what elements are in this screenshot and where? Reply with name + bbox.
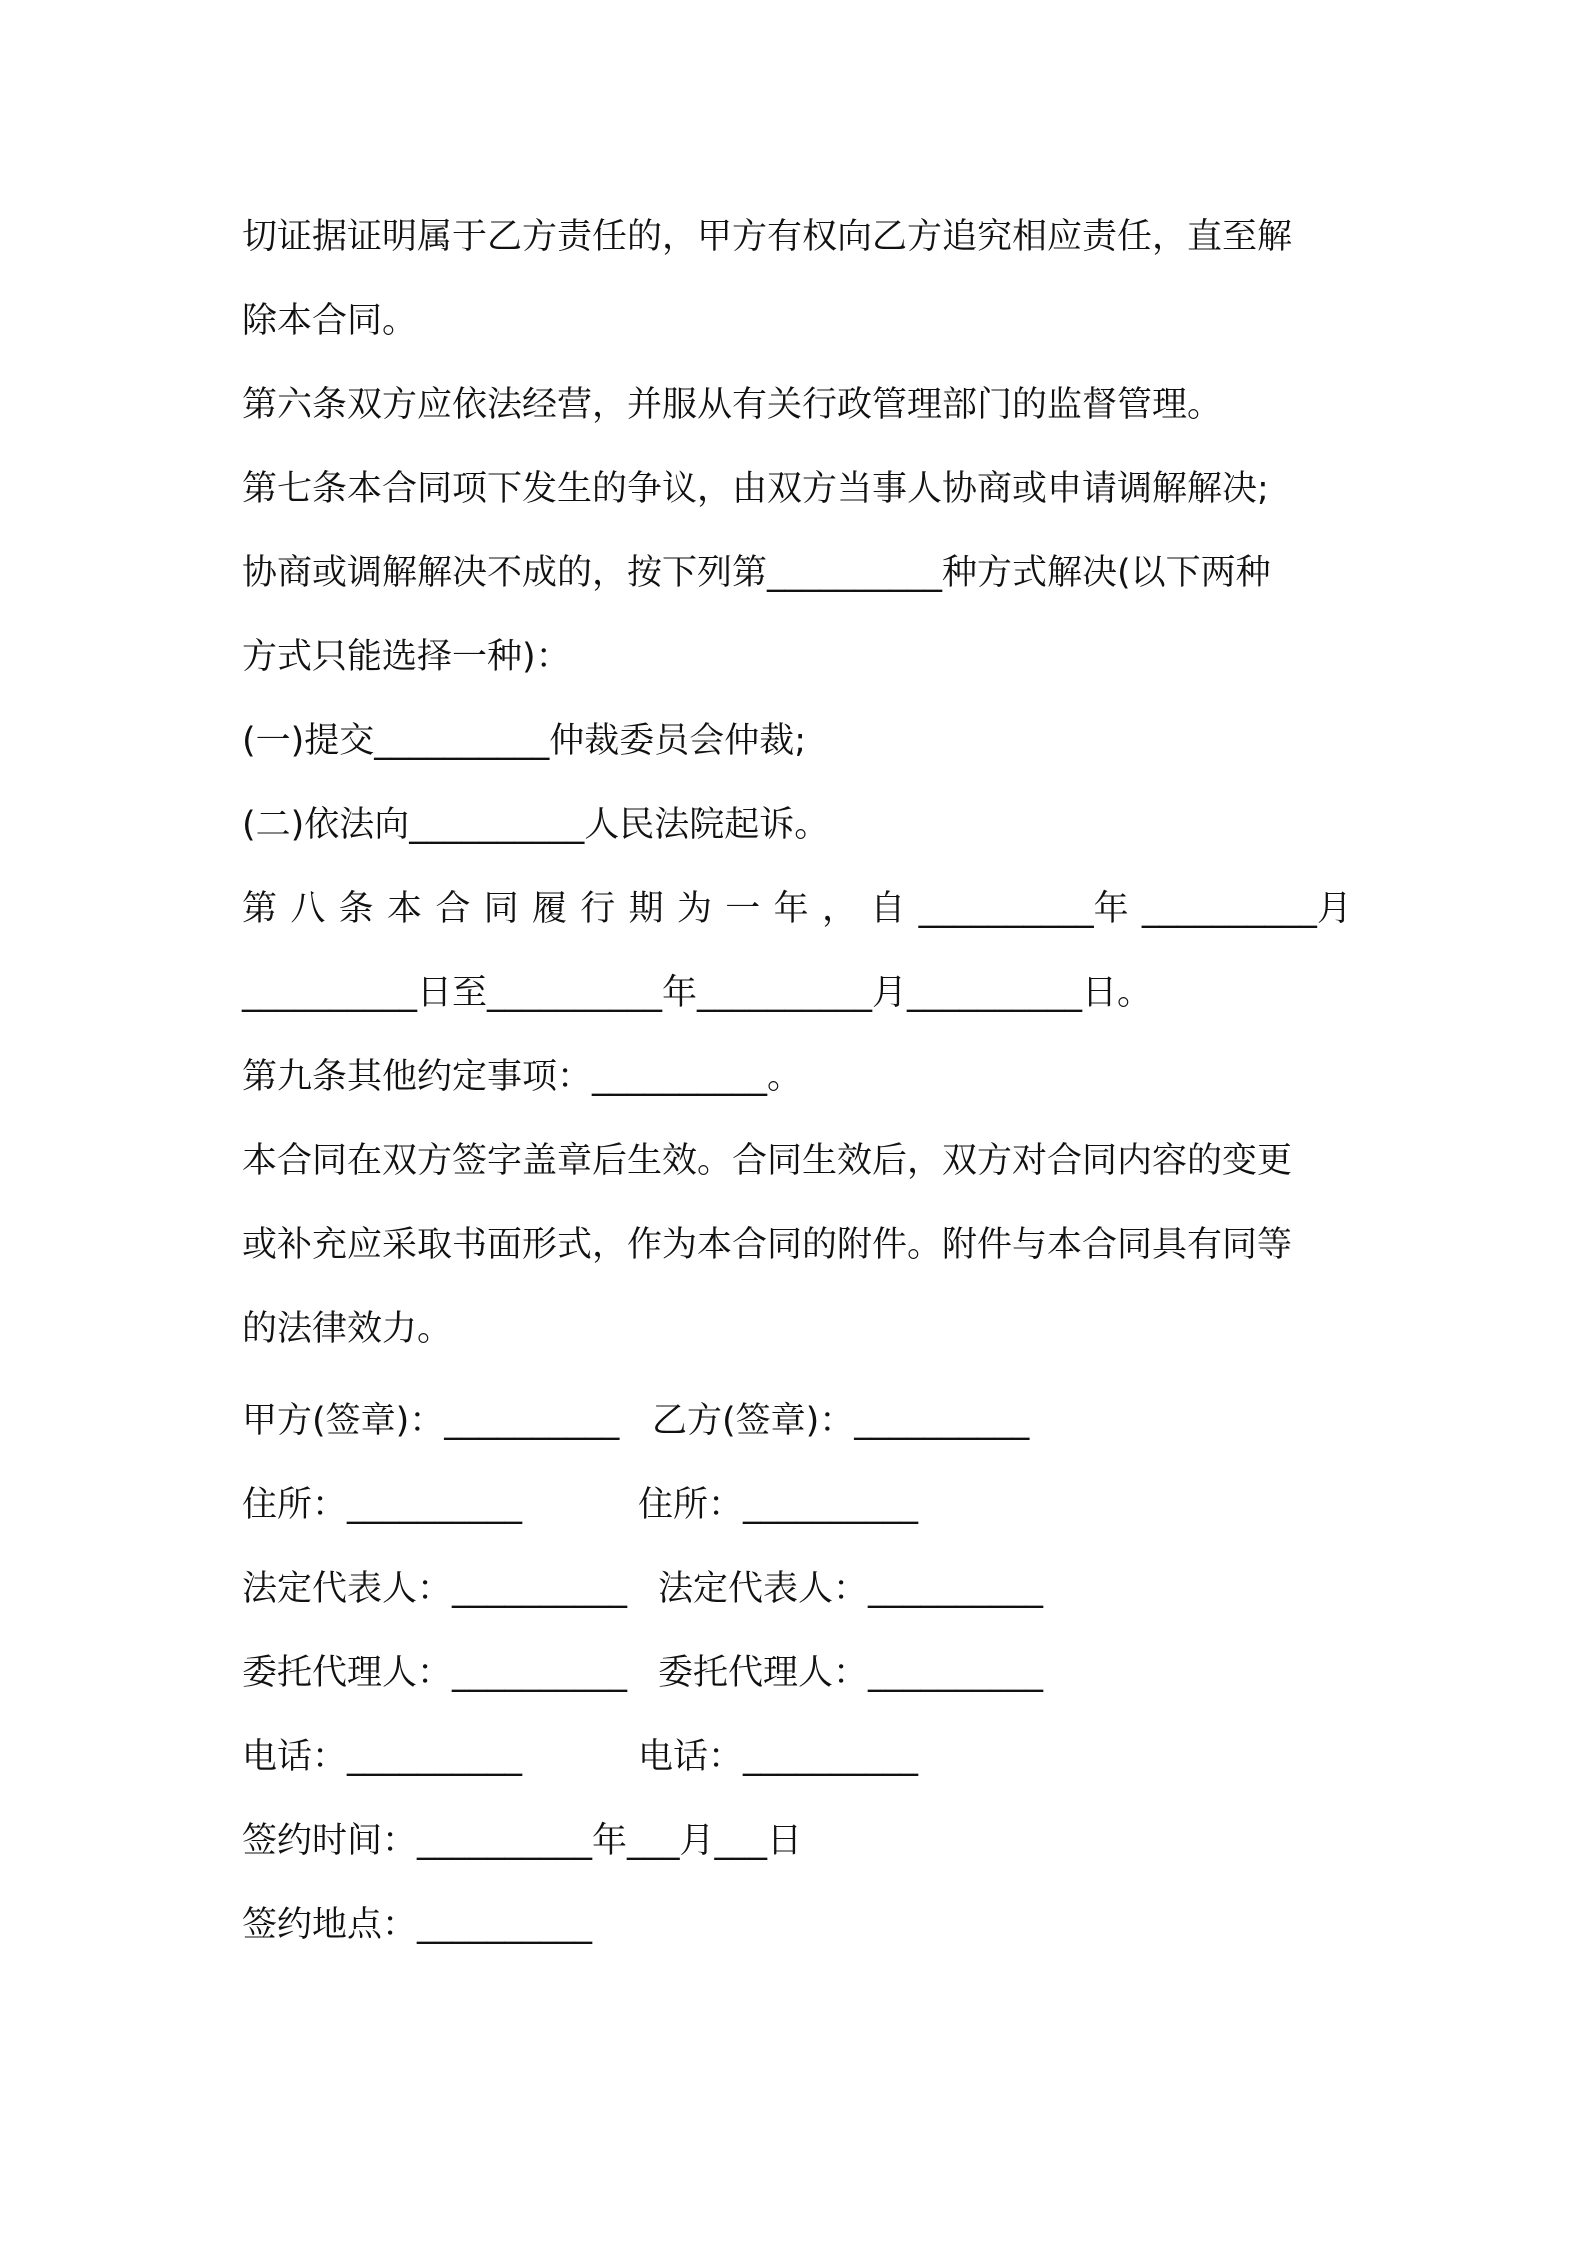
article-8-char: 一 (725, 889, 761, 929)
article-8-char: 履 (531, 889, 567, 929)
option-arbitration: (一)提交__________仲裁委员会仲裁; (242, 721, 807, 761)
article-8-line: __________日至__________年__________月__________日。 (242, 973, 1153, 1013)
article-9: 第九条其他约定事项：__________。 (242, 1057, 803, 1097)
article-8-char: 自 (870, 889, 906, 929)
article-8-char: 本 (386, 889, 422, 929)
article-8-char: 八 (290, 889, 326, 929)
article-7-line: 第七条本合同项下发生的争议，由双方当事人协商或申请调解解决; (242, 469, 1269, 509)
article-8-blank-month: __________月 (1141, 889, 1352, 929)
effect-line: 或补充应采取书面形式，作为本合同的附件。附件与本合同具有同等 (242, 1225, 1293, 1265)
option-court: (二)依法向__________人民法院起诉。 (242, 805, 830, 845)
signature-row-legal-rep (242, 1547, 1352, 1631)
paragraph-line: 除本合同。 (242, 301, 418, 341)
party-a-seal: 甲方(签章)：__________ (242, 1401, 620, 1441)
article-8-char: 合 (435, 889, 471, 929)
effect-line: 本合同在双方签字盖章后生效。合同生效后，双方对合同内容的变更 (242, 1141, 1293, 1181)
article-8-char: 第 (242, 889, 278, 929)
party-b-agent: 委托代理人：__________ (658, 1653, 1044, 1693)
signature-row-address (242, 1463, 1352, 1547)
article-8-char: 期 (628, 889, 664, 929)
article-8-char: 行 (580, 889, 616, 929)
party-a-address: 住所：__________ (242, 1485, 523, 1525)
article-8-char: 年 (773, 889, 809, 929)
signing-date: 签约时间：__________年___月___日 (242, 1821, 803, 1861)
party-b-legal-rep: 法定代表人：__________ (658, 1569, 1044, 1609)
article-8-char: ， (821, 889, 857, 929)
contract-page (242, 195, 1352, 1967)
party-b-address: 住所：__________ (638, 1485, 919, 1525)
article-7-line: 方式只能选择一种)： (242, 637, 571, 677)
signing-place: 签约地点：__________ (242, 1905, 593, 1945)
article-6: 第六条双方应依法经营，并服从有关行政管理部门的监督管理。 (242, 385, 1223, 425)
article-8-char: 同 (483, 889, 519, 929)
party-a-phone: 电话：__________ (242, 1737, 523, 1777)
article-8-char: 为 (676, 889, 712, 929)
article-7-line: 协商或调解解决不成的，按下列第__________种方式解决(以下两种 (242, 553, 1271, 593)
signature-row-agent (242, 1631, 1352, 1715)
signature-row-phone (242, 1715, 1352, 1799)
party-b-phone: 电话：__________ (638, 1737, 919, 1777)
article-8-char: 条 (338, 889, 374, 929)
article-8-blank-year: __________年 (918, 889, 1129, 929)
signature-row-seal (242, 1379, 1352, 1463)
effect-line: 的法律效力。 (242, 1309, 453, 1349)
party-a-legal-rep: 法定代表人：__________ (242, 1569, 628, 1609)
article-8-line (242, 867, 1352, 951)
party-a-agent: 委托代理人：__________ (242, 1653, 628, 1693)
paragraph-line: 切证据证明属于乙方责任的，甲方有权向乙方追究相应责任，直至解 (242, 217, 1293, 257)
party-b-seal: 乙方(签章)：__________ (652, 1401, 1030, 1441)
